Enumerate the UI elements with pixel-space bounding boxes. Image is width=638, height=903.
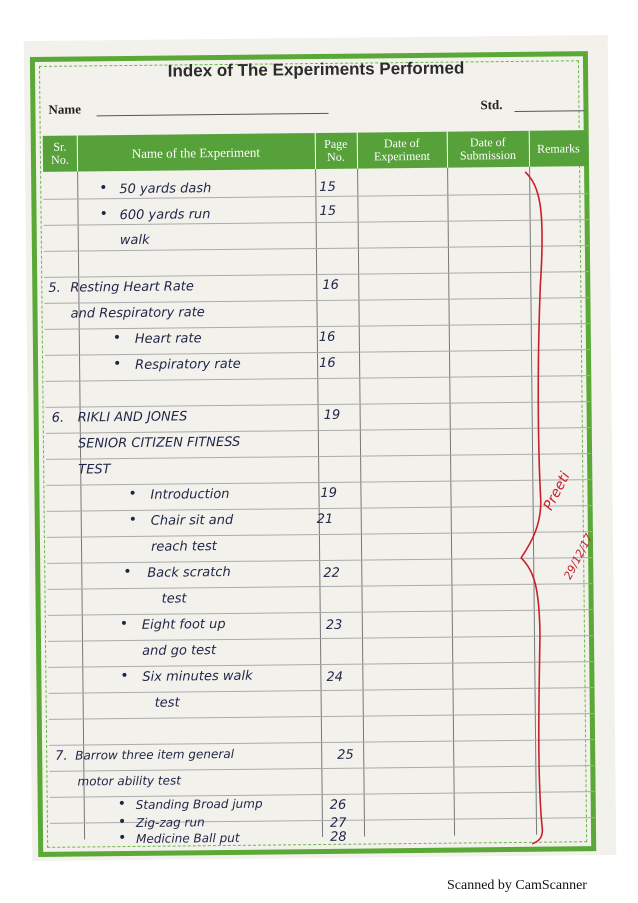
page-number: 15 xyxy=(319,203,337,219)
entry-text: SENIOR CITIZEN FITNESS xyxy=(77,434,241,452)
page-number: 25 xyxy=(337,747,354,763)
entry-text: Resting Heart Rate xyxy=(70,279,194,296)
bullet: • xyxy=(128,485,137,503)
section-number: 6. xyxy=(51,410,65,426)
page-number: 16 xyxy=(318,329,336,346)
section-number: 7. xyxy=(55,748,68,764)
entry-text: Medicine Ball put xyxy=(136,830,240,846)
entry-text: TEST xyxy=(78,462,111,478)
entry-text: and Respiratory rate xyxy=(70,305,205,322)
page-title: Index of The Experiments Performed xyxy=(167,58,465,81)
entry-text: reach test xyxy=(150,539,217,555)
bullet: • xyxy=(117,830,127,847)
header-remarks: Remarks xyxy=(536,140,580,156)
page-number: 21 xyxy=(316,511,334,528)
page-number: 19 xyxy=(323,407,341,423)
page-number: 26 xyxy=(329,797,347,813)
bullet: • xyxy=(99,206,108,223)
bullet: • xyxy=(113,356,122,373)
page-number: 28 xyxy=(329,829,347,845)
entry-text: and go test xyxy=(142,643,217,659)
notebook-page xyxy=(24,35,617,861)
header-experiment-name: Name of the Experiment xyxy=(131,144,261,161)
page-number: 24 xyxy=(326,669,344,685)
page-number: 15 xyxy=(319,179,336,195)
std-label: Std. xyxy=(480,97,503,113)
bullet: • xyxy=(119,616,129,633)
scanner-watermark: Scanned by CamScanner xyxy=(447,878,587,893)
entry-text: Introduction xyxy=(150,486,230,503)
bullet: • xyxy=(120,668,129,685)
section-number: 5. xyxy=(48,280,61,296)
entry-text: Zig-zag run xyxy=(135,815,205,830)
header-page-no: Page No. xyxy=(324,136,348,164)
page-number: 22 xyxy=(323,565,340,581)
header-date-of-submission: Date of Submission xyxy=(459,135,517,163)
entry-text: test xyxy=(161,591,187,607)
page-number: 19 xyxy=(320,485,338,501)
bullet: • xyxy=(128,511,138,529)
name-label: Name xyxy=(48,101,82,117)
entry-text: Chair sit and xyxy=(150,512,234,529)
entry-text: Standing Broad jump xyxy=(135,796,263,812)
bullet: • xyxy=(117,796,127,813)
entry-text: Back scratch xyxy=(147,564,231,581)
bullet: • xyxy=(112,330,122,347)
header-date-of-experiment: Date of Experiment xyxy=(373,135,431,164)
entry-text: Respiratory rate xyxy=(135,356,241,373)
entry-text: 600 yards run xyxy=(119,207,211,224)
bullet: • xyxy=(99,180,108,197)
entry-text: Eight foot up xyxy=(141,616,226,633)
entry-text: test xyxy=(154,695,180,711)
entry-text: Barrow three item general xyxy=(75,746,235,763)
entry-text: walk xyxy=(119,232,150,249)
page-number: 27 xyxy=(329,815,347,831)
bullet: • xyxy=(123,563,132,581)
header-sr-no: Sr. No. xyxy=(51,139,69,167)
entry-text: motor ability test xyxy=(77,773,182,789)
entry-text: Six minutes walk xyxy=(142,668,253,685)
page-number: 16 xyxy=(322,277,339,293)
remarks-signature: Preeti xyxy=(540,469,574,514)
entry-text: RIKLI AND JONES xyxy=(77,409,188,426)
page-number: 16 xyxy=(319,355,336,372)
page-number: 23 xyxy=(325,617,343,633)
entry-text: 50 yards dash xyxy=(119,181,212,198)
remarks-date: 29/12/17 xyxy=(561,531,596,582)
bullet: • xyxy=(117,814,127,831)
entry-text: Heart rate xyxy=(134,331,202,347)
